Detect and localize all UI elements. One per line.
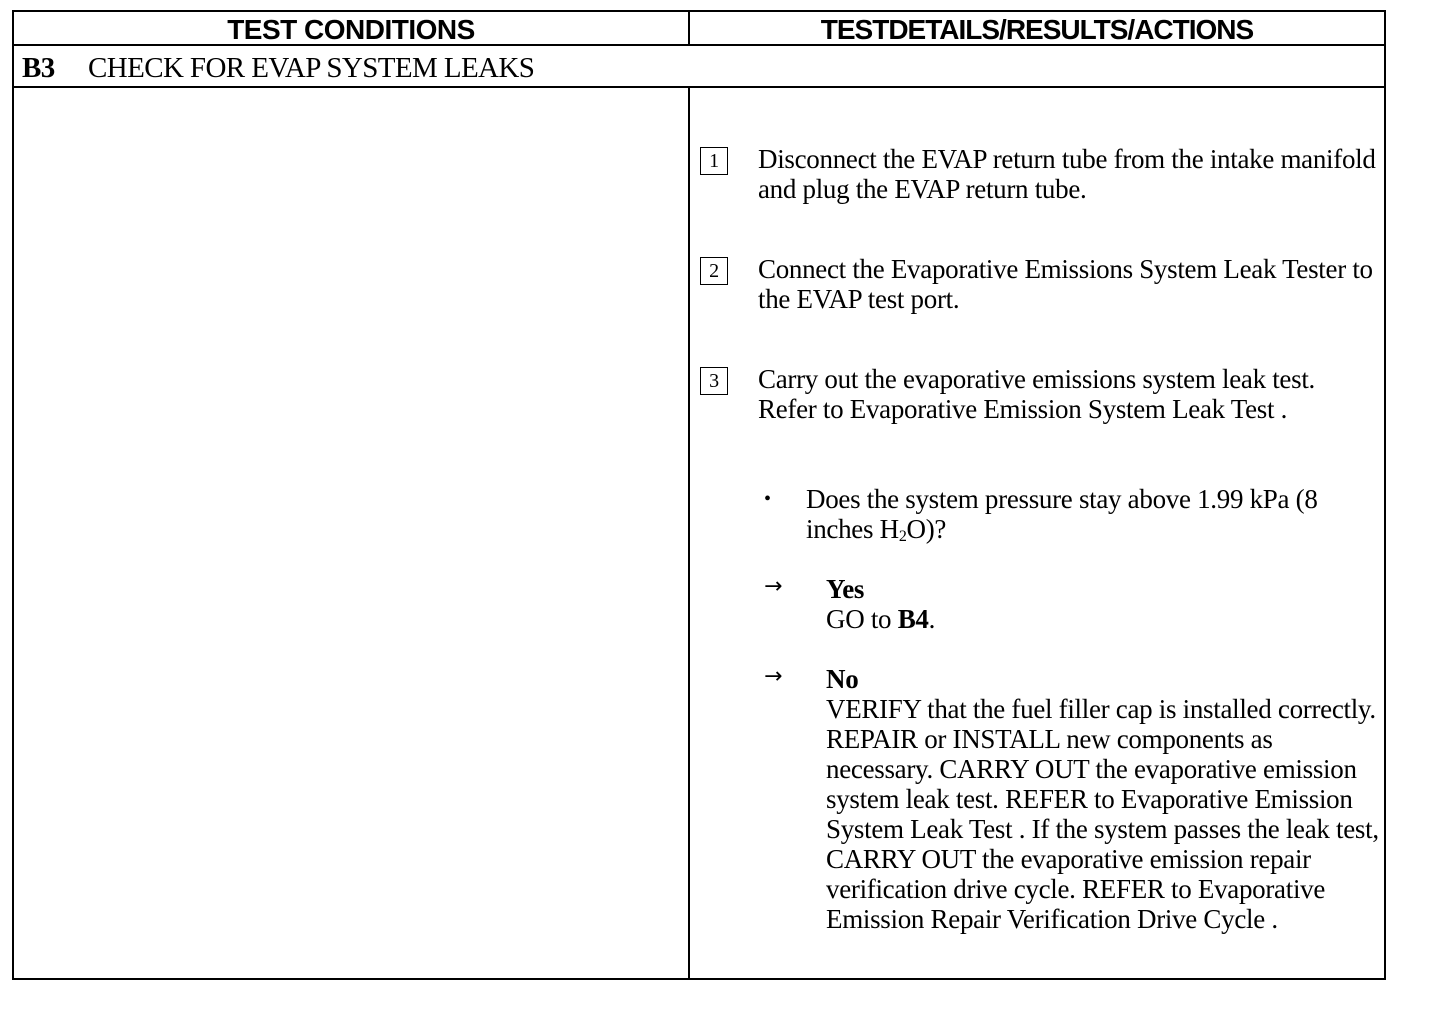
step-text: Connect the Evaporative Emissions System Leak Tester to the EVAP test port. <box>758 254 1373 314</box>
header-test-details: TESTDETAILS/RESULTS/ACTIONS <box>820 14 1254 45</box>
section-id: B3 <box>22 52 55 84</box>
step-number-box: 2 <box>700 257 728 285</box>
result-yes-label: Yes <box>826 574 865 604</box>
test-conditions-cell <box>14 88 688 980</box>
result-yes-action: GO to B4. <box>826 604 936 634</box>
goto-link-b4[interactable]: B4 <box>897 604 929 634</box>
bullet-icon: • <box>764 488 771 510</box>
result-no-block <box>826 664 1384 934</box>
section-title: CHECK FOR EVAP SYSTEM LEAKS <box>88 52 535 84</box>
step-number-box: 1 <box>700 147 728 175</box>
test-table <box>12 10 1386 980</box>
arrow-right-icon: → <box>764 664 783 689</box>
step-text: Carry out the evaporative emissions system leak test. Refer to Evaporative Emission System Leak Test . <box>758 364 1315 424</box>
result-yes-block <box>826 574 1386 634</box>
step-number-box: 3 <box>700 367 728 395</box>
test-details-cell <box>690 88 1384 980</box>
arrow-right-icon: → <box>764 574 783 599</box>
result-no-action: VERIFY that the fuel filler cap is installed correctly. REPAIR or INSTALL new components as necessary. CARRY OUT the evaporative emission system leak test. REFER to Evaporative Emission System Leak Test . If the system passes the leak test, CARRY OUT the evaporative emission repair verification drive cycle. REFER to Evaporative Emission Repair Verification Drive Cycle . <box>826 694 1379 934</box>
result-no-label: No <box>826 664 859 694</box>
header-test-conditions: TEST CONDITIONS <box>227 14 475 45</box>
section-title-row <box>14 46 1384 88</box>
subscript: 2 <box>898 528 907 545</box>
table-header-row <box>14 12 1384 46</box>
step-text: Disconnect the EVAP return tube from the intake manifold and plug the EVAP return tube. <box>758 144 1376 204</box>
question-text: Does the system pressure stay above 1.99 kPa (8 inches $H_2O$)? <box>806 484 1318 545</box>
